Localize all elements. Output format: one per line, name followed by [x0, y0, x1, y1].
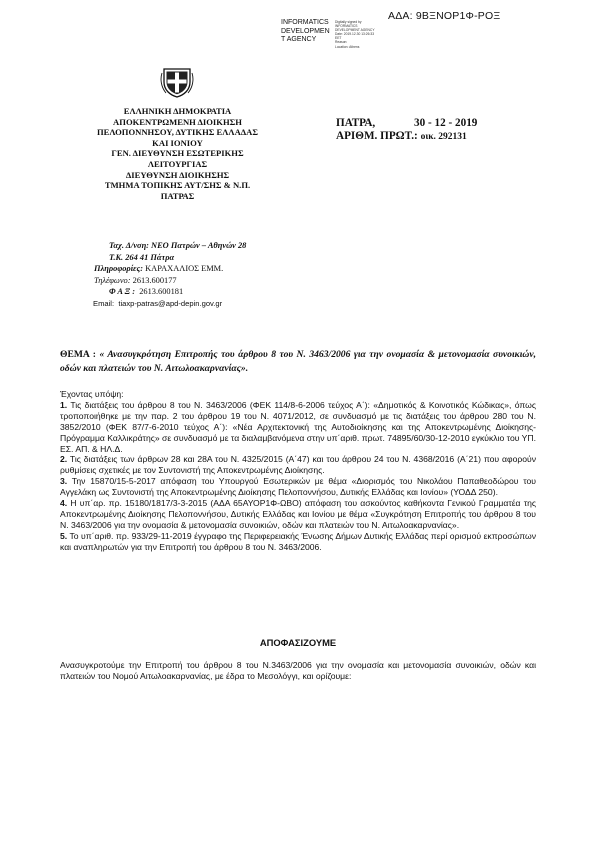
digital-signature-stamp — [281, 19, 387, 59]
stamp-details — [335, 20, 375, 49]
authority-line: ΚΑΙ ΙΟΝΙΟΥ — [152, 137, 203, 148]
stamp-detail-line: EET — [335, 36, 342, 41]
protocol-label: ΑΡΙΘΜ. ΠΡΩΤ.: — [336, 129, 418, 142]
phone-label: Τηλέφωνο: — [94, 275, 131, 285]
email-value: tiaxp-patras@apd-depin.gov.gr — [118, 298, 223, 308]
stamp-line: DEVELOPMEN — [281, 27, 330, 35]
item-text: Τις διατάξεις του άρθρου 8 του Ν. 3463/2006 (ΦΕΚ 114/8-6-2006 τεύχος Α΄): «Δημοτικός & Κοινοτικός Κώδικας», όπως τροποποιήθηκε με την παρ. 2 του άρθρου 19 του Ν. 4071/2012, σε συνδυασμό με τις διατάξεις του άρθρου 280 του Ν. 3852/2010 (ΦΕΚ 87/7-6-2010 τεύχος Α΄): «Νέα Αρχιτεκτονική της Αυτοδιοίκησης και της Αποκεντρωμένης Διοίκησης-Πρόγραμμα Καλλικράτης» σε συνδυασμό με τα διαλαμβανόμενα στην υπ΄αριθ. πρωτ. 74895/60/30-12-2010 εγκύκλιο του ΥΠ. ΕΣ. ΑΠ. & ΗΛ.Δ. — [60, 399, 537, 454]
stamp-signer — [281, 19, 330, 45]
item-number: 1. — [60, 399, 68, 410]
item-number: 4. — [60, 498, 68, 509]
stamp-detail-line: INFORMATICS — [335, 24, 358, 29]
document-date: 30 - 12 - 2019 — [414, 117, 478, 129]
ada-code: ΑΔΑ: 9ΒΞΝΟΡ1Φ-ΡΟΞ — [388, 10, 501, 22]
contact-details — [94, 240, 246, 309]
item-number: 3. — [60, 476, 68, 487]
city: ΠΑΤΡΑ, — [336, 117, 376, 129]
subject — [60, 348, 536, 376]
stamp-detail-line: Location: Athens — [335, 44, 360, 49]
consideration-item — [60, 498, 536, 531]
email-label: Email: — [93, 298, 115, 308]
authority-line: ΑΠΟΚΕΝΤΡΩΜΕΝΗ ΔΙΟΙΚΗΣΗ — [113, 116, 242, 127]
item-number: 5. — [60, 530, 68, 541]
fax-label: Φ Α Ξ : — [109, 287, 136, 296]
authority-line: ΔΙΕΥΘΥΝΣΗ ΔΙΟΙΚΗΣΗΣ — [125, 169, 230, 180]
item-text: Τις διατάξεις των άρθρων 28 και 28Α του Ν. 4325/2015 (Α΄47) και του άρθρου 24 του Ν. 4368/2016 (Α΄21) που αφορούν ρυθμίσεις σχετικές με τον Συντονιστή της Αποκεντρωμένης Διοίκησης. — [60, 454, 537, 476]
item-number: 2. — [60, 454, 68, 465]
address-label: Ταχ. Δ/νση: — [109, 241, 149, 250]
stamp-line: T AGENCY — [281, 36, 317, 43]
decision-heading: ΑΠΟΦΑΣΙΖΟΥΜΕ — [259, 637, 337, 648]
stamp-detail-line: Digitally signed by — [335, 20, 362, 24]
decision-text: Ανασυγκροτούμε την Επιτροπή του άρθρου 8 του Ν.3463/2006 για την ονομασία και μετονομασία συνοικιών, οδών και πλατειών του Νομού Αιτωλοακαρνανίας, με έδρα το Μεσολόγγι, και ορίζουμε: — [60, 660, 536, 681]
considerations-intro: Έχοντας υπόψη: — [60, 389, 124, 399]
subject-text: « Ανασυγκρότηση Επιτροπής του άρθρου 8 του Ν. 3463/2006 για την ονομασία & μετονομασία συνοικιών, οδών και πλατειών του Ν. Αιτωλοακαρνανίας». — [60, 349, 536, 374]
item-text: Η υπ΄αρ. πρ. 15180/1817/3-3-2015 (ΑΔΑ 65ΑΥΟΡ1Φ-ΩΒΟ) απόφαση του ασκούντος καθήκοντα Γενικού Γραμματέα της Αποκεντρωμένης Διοίκησης Πελοποννήσου, Δυτικής Ελλάδας και Ιονίου με θέμα «Συγκρότηση Επιτροπής του άρθρου 8 του Ν. 3463/2006 για την ονομασία & μετονομασία συνοικιών, οδών και πλατειών του Ν. Αιτωλοακαρνανίας». — [60, 498, 537, 530]
authority-line: ΓΕΝ. ΔΙΕΥΘΥΝΣΗ ΕΣΩΤΕΡΙΚΗΣ — [111, 148, 244, 159]
consideration-item — [60, 531, 536, 553]
authority-line: ΕΛΛΗΝΙΚΗ ΔΗΜΟΚΡΑΤΙΑ — [123, 106, 232, 116]
stamp-line: INFORMATICS — [281, 19, 329, 26]
phone-value: 2613.600177 — [132, 275, 177, 285]
info-label: Πληροφορίες: — [94, 264, 144, 273]
consideration-item — [60, 400, 536, 455]
stamp-detail-line: DEVELOPMENT AGENCY — [335, 28, 375, 33]
greek-coat-of-arms-icon — [160, 65, 194, 99]
considerations — [60, 389, 536, 553]
stamp-detail-line: Reason: — [335, 40, 348, 45]
issuing-authority — [60, 106, 295, 201]
fax-value: 2613.600181 — [139, 287, 184, 296]
consideration-item — [60, 476, 536, 498]
postal-code: Τ.Κ. 264 41 Πάτρα — [109, 252, 175, 262]
date-protocol-block — [336, 117, 477, 143]
info-value: ΚΑΡΑΧΑΛΙΟΣ ΕΜΜ. — [145, 264, 224, 273]
protocol-number: οικ. 292131 — [420, 131, 467, 142]
authority-line: ΠΕΛΟΠΟΝΝΗΣΟΥ, ΔΥΤΙΚΗΣ ΕΛΛΑΔΑΣ — [97, 127, 258, 138]
authority-line: ΤΜΗΜΑ ΤΟΠΙΚΗΣ ΑΥΤ/ΣΗΣ & Ν.Π. — [104, 180, 251, 191]
authority-line: ΠΑΤΡΑΣ — [160, 190, 195, 201]
item-text: Το υπ΄αριθ. πρ. 933/29-11-2019 έγγραφο της Περιφερειακής Ένωσης Δήμων Δυτικής Ελλάδας περί ορισμού εκπροσώπων και αναπληρωτών για την Επιτροπή του άρθρου 8 του Ν. 3463/2006. — [60, 530, 537, 552]
address-value: ΝΕΟ Πατρών – Αθηνών 28 — [151, 241, 247, 250]
consideration-item — [60, 454, 536, 476]
subject-label: ΘΕΜΑ : — [60, 349, 96, 360]
item-text: Την 15870/15-5-2017 απόφαση του Υπουργού Εσωτερικών με θέμα «Διορισμός του Νικολάου Παπαθεοδώρου του Αγγελάκη ως Συντονιστή της Αποκεντρωμένης Διοίκησης Πελοποννήσου, Δυτικής Ελλάδας και Ιονίου» (ΥΟΔΔ 250). — [60, 476, 536, 498]
stamp-detail-line: Date: 2019.12.30 13:26:33 — [335, 32, 375, 37]
authority-line: ΛΕΙΤΟΥΡΓΙΑΣ — [147, 158, 208, 169]
